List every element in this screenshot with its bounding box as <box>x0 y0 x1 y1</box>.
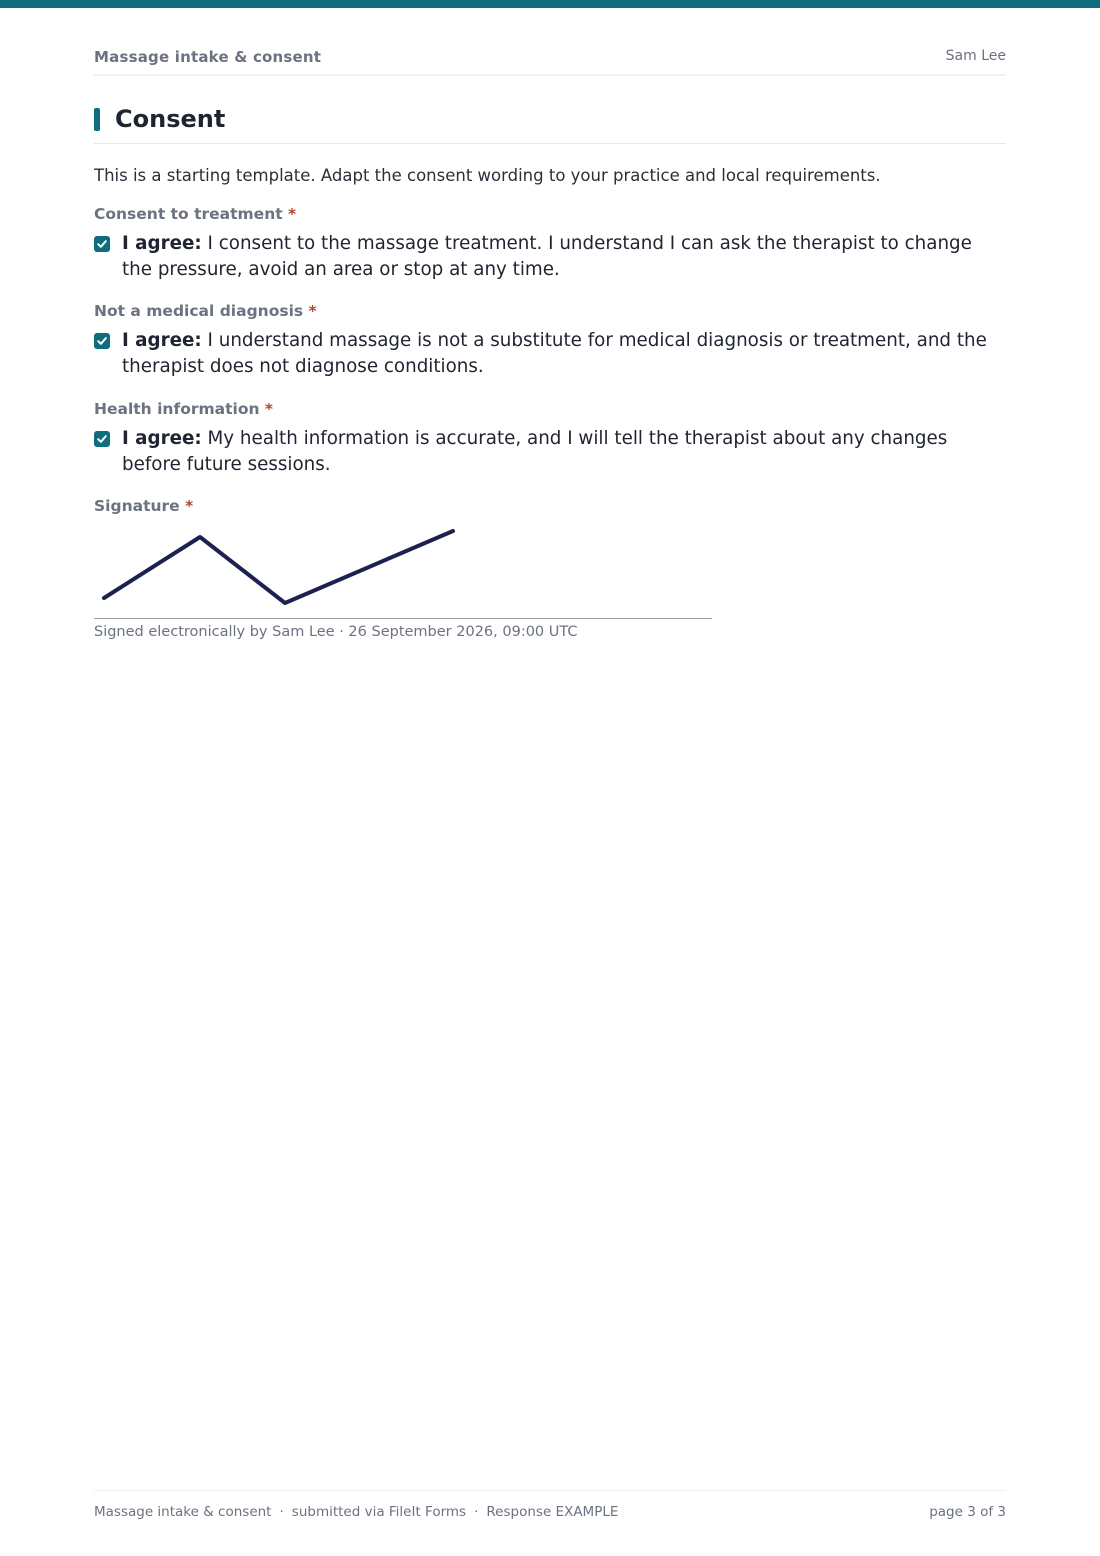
agree-statement <box>122 231 1006 282</box>
field-label-text: Signature <box>94 497 180 515</box>
page-number: page 3 of 3 <box>929 1504 1006 1520</box>
field-label-text: Health information <box>94 400 260 418</box>
footer-separator: · <box>474 1504 479 1520</box>
consent-treatment-field <box>94 204 1006 282</box>
footer-submitted: submitted via FileIt Forms <box>291 1504 467 1520</box>
required-mark: * <box>185 497 194 515</box>
required-mark: * <box>264 400 274 418</box>
agree-body: I consent to the massage treatment. I understand I can ask the therapist to change the pressure, avoid an area or stop at any time. <box>122 233 972 280</box>
signature-drawing <box>94 520 712 618</box>
section-accent-marker <box>94 108 100 131</box>
agree-row <box>94 231 1006 282</box>
required-mark: * <box>288 205 297 223</box>
agree-body: My health information is accurate, and I will tell the therapist about any changes before future sessions. <box>122 428 948 475</box>
agree-label: I agree: <box>122 233 202 254</box>
agree-statement <box>122 328 1006 379</box>
health-information-field <box>94 399 1006 477</box>
top-accent-bar <box>0 0 1100 8</box>
field-label-text: Consent to treatment <box>94 205 283 223</box>
agree-label: I agree: <box>122 330 202 351</box>
checkbox-checked-icon[interactable] <box>94 333 110 349</box>
section-title: Consent <box>115 105 226 133</box>
required-mark: * <box>308 302 317 320</box>
footer-info <box>94 1504 618 1520</box>
agree-row <box>94 426 1006 477</box>
respondent-name: Sam Lee <box>945 48 1006 64</box>
field-label <box>94 301 1006 321</box>
footer-response: Response EXAMPLE <box>486 1504 619 1520</box>
agree-row <box>94 328 1006 379</box>
checkbox-checked-icon[interactable] <box>94 431 110 447</box>
intro-text: This is a starting template. Adapt the consent wording to your practice and local requirements. <box>94 166 881 185</box>
signature-field <box>94 496 1006 516</box>
medical-diagnosis-field <box>94 301 1006 379</box>
agree-statement <box>122 426 1006 477</box>
page-footer <box>94 1490 1006 1520</box>
field-label <box>94 204 1006 224</box>
form-title: Massage intake & consent <box>94 48 322 66</box>
field-label-text: Not a medical diagnosis <box>94 302 304 320</box>
footer-form-name: Massage intake & consent <box>94 1504 272 1520</box>
section-heading <box>94 104 1006 144</box>
checkbox-checked-icon[interactable] <box>94 236 110 252</box>
footer-separator: · <box>279 1504 284 1520</box>
signature-note: Signed electronically by Sam Lee · 26 September 2026, 09:00 UTC <box>94 624 578 640</box>
signature-pad[interactable] <box>94 520 712 619</box>
agree-label: I agree: <box>122 428 202 449</box>
agree-body: I understand massage is not a substitute for medical diagnosis or treatment, and the therapist does not diagnose conditions. <box>122 330 987 377</box>
field-label <box>94 399 1006 419</box>
page-header <box>94 48 1006 76</box>
field-label <box>94 496 1006 516</box>
